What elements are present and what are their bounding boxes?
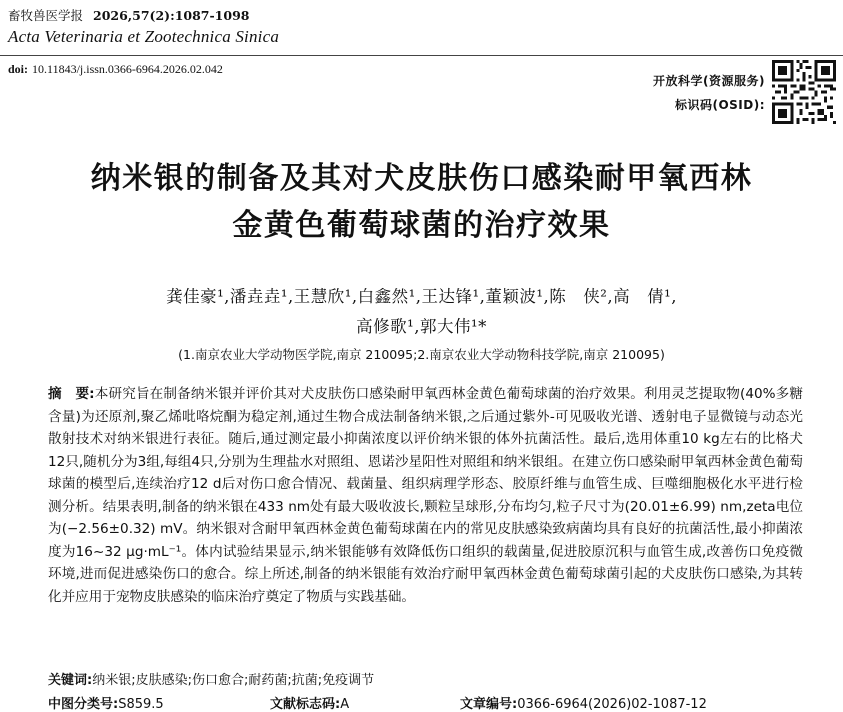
- document-code: [270, 693, 349, 712]
- doi-label: doi:: [8, 62, 29, 76]
- doi-line: [8, 62, 223, 77]
- volume-pages: 2026,57(2):1087-1098: [93, 8, 250, 23]
- abstract-text: 本研究旨在制备纳米银并评价其对犬皮肤伤口感染耐甲氧西林金黄色葡萄球菌的治疗效果。利用灵芝提取物(40%多糖含量)为还原剂,聚乙烯吡咯烷酮为稳定剂,通过生物合成法制备纳米银,之后通过紫外-可见吸收光谱、透射电子显微镜与动态光散射技术对纳米银进行表征。随后,通过测定最小抑菌浓度以评价纳米银的体外抗菌活性。最后,选用体重10 kg左右的比格犬12只,随机分为3组,每组4只,分别为生理盐水对照组、恩诺沙星阳性对照组和纳米银组。在建立伤口感染耐甲氧西林金黄色葡萄球菌的模型后,连续治疗12 d后对伤口愈合情况、载菌量、组织病理学形态、胶原纤维与血管生成、巨噬细胞极化水平进行检测分析。结果表明,制备的纳米银在433 nm处有最大吸收波长,颗粒呈球形,分布均匀,粒子尺寸为(20.01±6.99) nm,zeta电位为(−2.56±0.32) mV。纳米银对含耐甲氧西林金黄色葡萄球菌在内的常见皮肤感染致病菌均具有良好的抗菌活性,最小抑菌浓度为16~32 μg·mL⁻¹。体内试验结果显示,纳米银能够有效降低伤口组织的载菌量,促进胶原沉积与血管生成,改善伤口免疫微环境,进而促进感染伤口的愈合。综上所述,制备的纳米银能有效治疗耐甲氧西林金黄色葡萄球菌引起的犬皮肤伤口感染,为其转化并应用于宠物皮肤感染的临床治疗奠定了物质与实践基础。: [48, 386, 803, 605]
- authors-line2: 高修歌¹,郭大伟¹*: [356, 317, 487, 336]
- article-number: [460, 693, 707, 712]
- keywords: [48, 669, 374, 688]
- article-number-value: 0366-6964(2026)02-1087-12: [517, 697, 707, 712]
- keywords-label: 关键词:: [48, 673, 93, 688]
- journal-name-cn: 畜牧兽医学报: [8, 8, 84, 23]
- qr-code-icon[interactable]: [772, 60, 836, 124]
- doi-value[interactable]: 10.11843/j.issn.0366-6964.2026.02.042: [32, 62, 223, 76]
- abstract-label: 摘 要:: [48, 386, 95, 402]
- abstract: [48, 383, 803, 608]
- classification-value: S859.5: [118, 697, 164, 712]
- document-code-value: A: [340, 697, 350, 712]
- osid-line1: 开放科学(资源服务): [653, 74, 765, 88]
- article-number-label: 文章编号:: [460, 697, 518, 712]
- classification-label: 中图分类号:: [48, 697, 119, 712]
- keywords-text: 纳米银;皮肤感染;伤口愈合;耐药菌;抗菌;免疫调节: [92, 673, 375, 688]
- article-title-line1: 纳米银的制备及其对犬皮肤伤口感染耐甲氧西林: [90, 161, 753, 196]
- journal-name-en: Acta Veterinaria et Zootechnica Sinica: [8, 27, 280, 46]
- affiliations: (1.南京农业大学动物医学院,南京 210095;2.南京农业大学动物科技学院,南京 210095): [178, 347, 665, 362]
- document-code-label: 文献标志码:: [270, 697, 341, 712]
- article-title-line2: 金黄色葡萄球菌的治疗效果: [232, 208, 611, 243]
- classification-number: [48, 693, 164, 712]
- osid-line2: 标识码(OSID):: [674, 98, 765, 112]
- header-divider: [0, 55, 843, 56]
- journal-header-line: [8, 6, 249, 24]
- authors-line1: 龚佳豪¹,潘垚垚¹,王慧欣¹,白鑫然¹,王达锋¹,董颖波¹,陈 侠²,高 倩¹,: [166, 287, 677, 306]
